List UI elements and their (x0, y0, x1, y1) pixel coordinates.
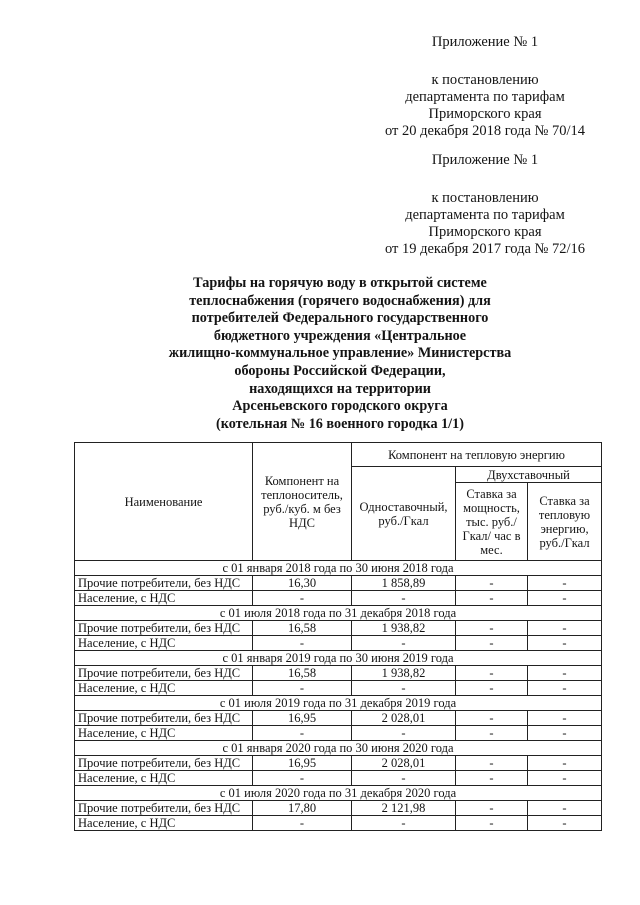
table-row (75, 771, 602, 786)
table-row (75, 801, 602, 816)
row-energy-rate: - (528, 621, 602, 636)
row-capacity-rate: - (456, 756, 528, 771)
period-row: с 01 июля 2020 года по 31 декабря 2020 года (75, 786, 602, 801)
row-energy-rate: - (528, 576, 602, 591)
table-row (75, 636, 602, 651)
row-capacity-rate: - (456, 666, 528, 681)
row-single-rate: 2 028,01 (352, 711, 456, 726)
table-row (75, 681, 602, 696)
row-energy-rate: - (528, 771, 602, 786)
row-coolant: - (253, 771, 352, 786)
table-row (75, 756, 602, 771)
row-single-rate: - (352, 726, 456, 741)
row-coolant: 16,30 (253, 576, 352, 591)
row-coolant: 16,95 (253, 711, 352, 726)
row-name: Население, с НДС (75, 771, 253, 786)
appendix-original-line: департамента по тарифам (405, 207, 565, 223)
table-row (75, 591, 602, 606)
row-single-rate: - (352, 771, 456, 786)
period-row: с 01 января 2019 года по 30 июня 2019 года (75, 651, 602, 666)
row-single-rate: - (352, 681, 456, 696)
table-row (75, 816, 602, 831)
table-row (75, 666, 602, 681)
appendix-original-line: Приморского края (428, 224, 542, 240)
row-capacity-rate: - (456, 576, 528, 591)
header-coolant-component: Компонент на теплоноситель, руб./куб. м без НДС (253, 443, 352, 561)
period-row: с 01 июля 2018 года по 31 декабря 2018 года (75, 606, 602, 621)
row-name: Прочие потребители, без НДС (75, 711, 253, 726)
row-energy-rate: - (528, 636, 602, 651)
header-single-rate: Одноставочный, руб./Гкал (352, 467, 456, 561)
row-energy-rate: - (528, 666, 602, 681)
row-energy-rate: - (528, 681, 602, 696)
row-name: Прочие потребители, без НДС (75, 666, 253, 681)
appendix-original-title: Приложение № 1 (431, 152, 539, 168)
row-name: Население, с НДС (75, 681, 253, 696)
row-single-rate: - (352, 591, 456, 606)
row-capacity-rate: - (456, 771, 528, 786)
row-coolant: 16,58 (253, 621, 352, 636)
row-coolant: - (253, 726, 352, 741)
appendix-current-line: Приморского края (428, 106, 542, 122)
table-row (75, 576, 602, 591)
appendix-current-line: департамента по тарифам (405, 89, 565, 105)
row-single-rate: - (352, 636, 456, 651)
row-capacity-rate: - (456, 636, 528, 651)
header-energy-rate: Ставка за тепловую энергию, руб./Гкал (528, 483, 602, 561)
title-line: бюджетного учреждения «Центральное (213, 327, 467, 344)
row-capacity-rate: - (456, 591, 528, 606)
row-energy-rate: - (528, 726, 602, 741)
row-capacity-rate: - (456, 711, 528, 726)
row-name: Прочие потребители, без НДС (75, 621, 253, 636)
table-row (75, 621, 602, 636)
title-line: теплоснабжения (горячего водоснабжения) для (189, 292, 491, 309)
header-capacity-rate: Ставка за мощность, тыс. руб./Гкал/ час в мес. (456, 483, 528, 561)
row-coolant: 16,58 (253, 666, 352, 681)
row-single-rate: 1 938,82 (352, 666, 456, 681)
title-line: обороны Российской Федерации, (234, 362, 446, 379)
row-coolant: - (253, 816, 352, 831)
row-name: Население, с НДС (75, 636, 253, 651)
period-row: с 01 января 2018 года по 30 июня 2018 года (75, 561, 602, 576)
row-capacity-rate: - (456, 681, 528, 696)
title-line: Арсеньевского городского округа (232, 398, 448, 415)
row-name: Население, с НДС (75, 591, 253, 606)
row-name: Прочие потребители, без НДС (75, 576, 253, 591)
row-energy-rate: - (528, 816, 602, 831)
title-line: находящихся на территории (249, 380, 431, 397)
row-single-rate: 2 121,98 (352, 801, 456, 816)
appendix-current-header (360, 34, 610, 140)
title-line: потребителей Федерального государственного (191, 310, 489, 327)
row-single-rate: 1 858,89 (352, 576, 456, 591)
header-name: Наименование (75, 443, 253, 561)
row-name: Население, с НДС (75, 726, 253, 741)
title-line: (котельная № 16 военного городка 1/1) (216, 415, 464, 432)
appendix-original-line: к постановлению (431, 190, 539, 206)
title-line: Тарифы на горячую воду в открытой системе (193, 275, 487, 291)
row-single-rate: - (352, 816, 456, 831)
row-name: Население, с НДС (75, 816, 253, 831)
row-capacity-rate: - (456, 621, 528, 636)
period-row: с 01 июля 2019 года по 31 декабря 2019 года (75, 696, 602, 711)
appendix-original-header (360, 152, 610, 258)
title-line: жилищно-коммунальное управление» Министерства (168, 345, 512, 362)
row-coolant: 17,80 (253, 801, 352, 816)
row-energy-rate: - (528, 756, 602, 771)
appendix-current-title: Приложение № 1 (431, 34, 539, 50)
row-coolant: 16,95 (253, 756, 352, 771)
row-energy-rate: - (528, 591, 602, 606)
period-row: с 01 января 2020 года по 30 июня 2020 года (75, 741, 602, 756)
row-name: Прочие потребители, без НДС (75, 756, 253, 771)
row-single-rate: 2 028,01 (352, 756, 456, 771)
appendix-current-line: к постановлению (431, 72, 539, 88)
row-capacity-rate: - (456, 726, 528, 741)
row-energy-rate: - (528, 711, 602, 726)
row-name: Прочие потребители, без НДС (75, 801, 253, 816)
header-thermal-component: Компонент на тепловую энергию (352, 443, 602, 467)
row-coolant: - (253, 591, 352, 606)
row-capacity-rate: - (456, 816, 528, 831)
appendix-original-line: от 19 декабря 2017 года № 72/16 (384, 241, 586, 257)
row-energy-rate: - (528, 801, 602, 816)
row-coolant: - (253, 636, 352, 651)
tariff-table (74, 442, 602, 831)
row-capacity-rate: - (456, 801, 528, 816)
table-row (75, 711, 602, 726)
header-two-rate: Двухставочный (456, 467, 602, 483)
appendix-current-line: от 20 декабря 2018 года № 70/14 (384, 123, 586, 139)
row-coolant: - (253, 681, 352, 696)
table-row (75, 726, 602, 741)
document-title (130, 275, 550, 433)
row-single-rate: 1 938,82 (352, 621, 456, 636)
